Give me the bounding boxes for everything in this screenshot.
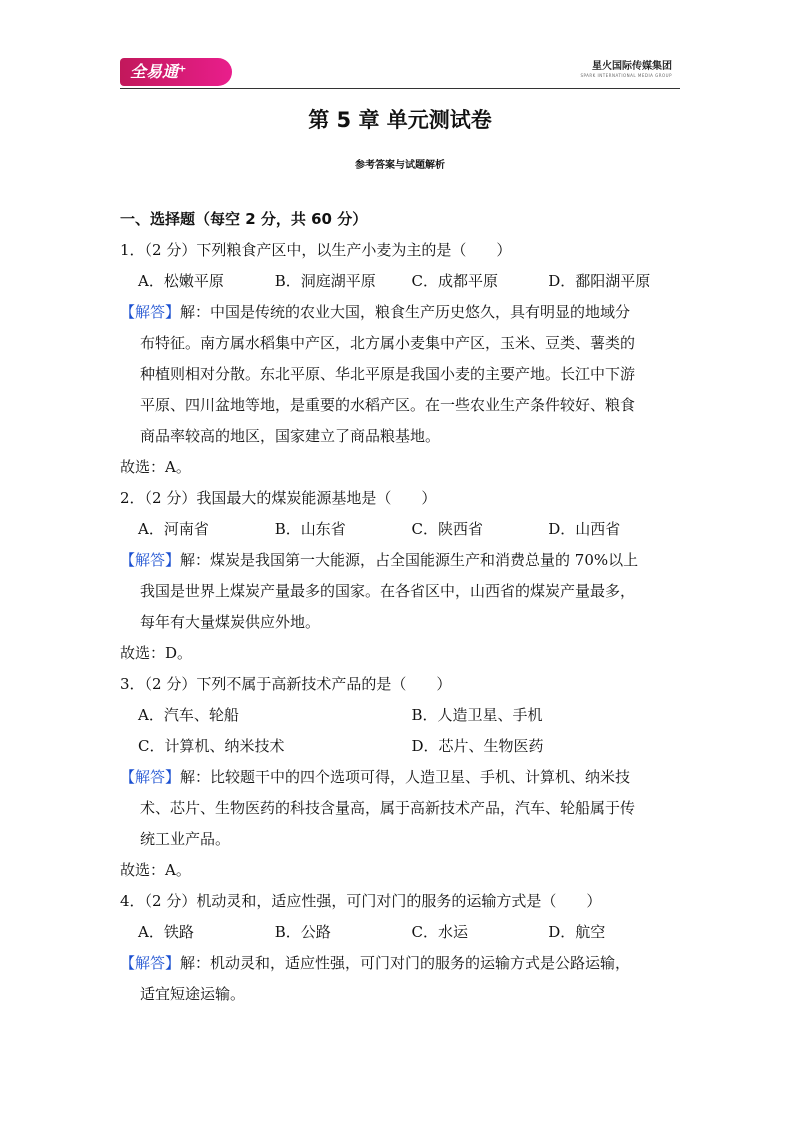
option-d: D．鄱阳湖平原 bbox=[548, 272, 651, 290]
page-subtitle: 参考答案与试题解析 bbox=[355, 160, 445, 171]
answer-tag: 【解答】 bbox=[120, 303, 181, 321]
answer-line: 商品率较高的地区，国家建立了商品粮基地。 bbox=[140, 427, 441, 445]
option-a: A．河南省 bbox=[138, 520, 209, 538]
question-stem: 4．（2 分）机动灵和，适应性强，可门对门的服务的运输方式是（ ） bbox=[120, 892, 602, 910]
question-stem: 1．（2 分）下列粮食产区中，以生产小麦为主的是（ ） bbox=[120, 241, 512, 259]
option-b: B．山东省 bbox=[274, 520, 346, 538]
answer-line: 【解答】解：机动灵和，适应性强，可门对门的服务的运输方式是公路运输， bbox=[120, 954, 631, 972]
answer-line: 术、芯片、生物医药的科技含量高，属于高新技术产品，汽车、轮船属于传 bbox=[140, 799, 636, 817]
option-b: B．洞庭湖平原 bbox=[274, 272, 376, 290]
option-d: D．山西省 bbox=[548, 520, 621, 538]
answer-line: 【解答】解：比较题干中的四个选项可得，人造卫星、手机、计算机、纳米技 bbox=[120, 768, 631, 786]
option-a: A．汽车、轮船 bbox=[138, 706, 239, 724]
option-b: B．公路 bbox=[274, 923, 331, 941]
page-header bbox=[120, 55, 680, 89]
publisher-brand bbox=[580, 61, 672, 79]
question-3 bbox=[120, 669, 685, 886]
option-b: B．人造卫星、手机 bbox=[411, 706, 543, 724]
option-c: C．水运 bbox=[411, 923, 468, 941]
publisher-name-cn: 星火国际传媒集团 bbox=[592, 61, 672, 72]
final-choice: 故选：D。 bbox=[120, 644, 193, 662]
answer-line: 每年有大量煤炭供应外地。 bbox=[140, 613, 321, 631]
option-d: D．航空 bbox=[548, 923, 606, 941]
answer-block bbox=[120, 948, 685, 1010]
answer-tag: 【解答】 bbox=[120, 551, 181, 569]
header-divider bbox=[120, 88, 680, 89]
answer-line: 【解答】解：煤炭是我国第一大能源，占全国能源生产和消费总量的 70%以上 bbox=[120, 551, 639, 569]
answer-line: 适宜短途运输。 bbox=[140, 985, 246, 1003]
final-choice: 故选：A。 bbox=[120, 861, 191, 879]
question-stem: 2．（2 分）我国最大的煤炭能源基地是（ ） bbox=[120, 489, 437, 507]
answer-tag: 【解答】 bbox=[120, 954, 181, 972]
page-title: 第 5 章 单元测试卷 bbox=[308, 108, 492, 132]
answer-line: 种植则相对分散。东北平原、华北平原是我国小麦的主要产地。长江中下游 bbox=[140, 365, 636, 383]
question-1 bbox=[120, 235, 685, 483]
answer-line: 【解答】解：中国是传统的农业大国，粮食生产历史悠久，具有明显的地域分 bbox=[120, 303, 631, 321]
brand-logo: 全易通⁺ bbox=[120, 58, 232, 86]
answer-block bbox=[120, 762, 685, 855]
option-row bbox=[120, 731, 685, 762]
final-choice: 故选：A。 bbox=[120, 458, 191, 476]
option-a: A．松嫩平原 bbox=[138, 272, 224, 290]
section-heading: 一、选择题（每空 2 分，共 60 分） bbox=[120, 210, 368, 228]
answer-tag: 【解答】 bbox=[120, 768, 181, 786]
publisher-name-en: SPARK INTERNATIONAL MEDIA GROUP bbox=[580, 73, 672, 78]
answer-block bbox=[120, 297, 685, 452]
answer-block bbox=[120, 545, 685, 638]
answer-line: 统工业产品。 bbox=[140, 830, 231, 848]
option-row bbox=[120, 514, 685, 545]
option-c: C．成都平原 bbox=[411, 272, 498, 290]
option-c: C．计算机、纳米技术 bbox=[138, 737, 285, 755]
option-row bbox=[120, 700, 685, 731]
option-a: A．铁路 bbox=[138, 923, 194, 941]
document-body bbox=[120, 204, 685, 1010]
option-row bbox=[120, 266, 685, 297]
question-2 bbox=[120, 483, 685, 669]
question-4 bbox=[120, 886, 685, 1010]
option-c: C．陕西省 bbox=[411, 520, 483, 538]
option-d: D．芯片、生物医药 bbox=[411, 737, 544, 755]
option-row bbox=[120, 917, 685, 948]
question-stem: 3．（2 分）下列不属于高新技术产品的是（ ） bbox=[120, 675, 452, 693]
answer-line: 平原、四川盆地等地，是重要的水稻产区。在一些农业生产条件较好、粮食 bbox=[140, 396, 636, 414]
answer-line: 我国是世界上煤炭产量最多的国家。在各省区中，山西省的煤炭产量最多， bbox=[140, 582, 636, 600]
answer-line: 布特征。南方属水稻集中产区，北方属小麦集中产区，玉米、豆类、薯类的 bbox=[140, 334, 636, 352]
